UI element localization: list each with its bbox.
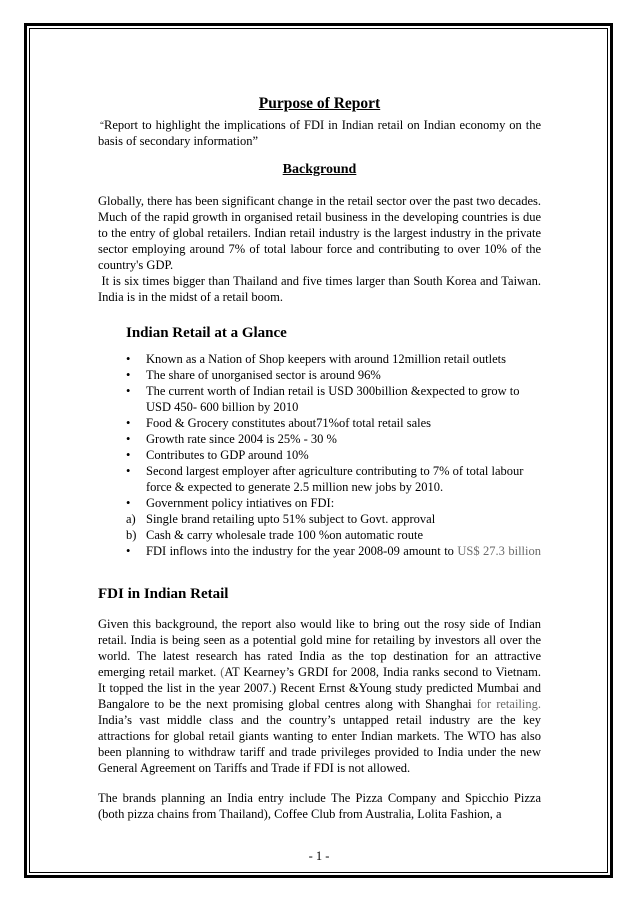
list-item-text: Growth rate since 2004 is 25% - 30 %	[146, 432, 337, 446]
purpose-text	[98, 117, 541, 149]
list-item-text-main: FDI inflows into the industry for the year 2008-09 amount to	[146, 544, 458, 558]
list-item-text: Single brand retailing upto 51% subject to Govt. approval	[146, 512, 436, 526]
fdi-para-1-b: AT Kearney’s GRDI for 2008, India ranks second to Vietnam. It topped the list in the year 2007.) Recent Ernst &Young study predicted Mumbai and Bangalore to be the next promising global centres along with Shanghai	[98, 665, 541, 711]
list-marker: •	[126, 464, 131, 478]
page-number: - 1 -	[308, 849, 330, 863]
list-item	[126, 527, 541, 543]
list-item	[126, 431, 541, 447]
list-item	[126, 447, 541, 463]
list-item	[126, 463, 541, 495]
list-item	[126, 511, 541, 527]
fdi-para-2: The brands planning an India entry include The Pizza Company and Spicchio Pizza (both pizza chains from Thailand), Coffee Club from Australia, Lolita Fashion, a	[98, 791, 541, 821]
list-marker: •	[126, 496, 131, 510]
list-marker: •	[126, 352, 131, 366]
glance-heading: Indian Retail at a Glance	[126, 325, 287, 341]
fdi-heading: FDI in Indian Retail	[98, 586, 229, 602]
list-item-text	[146, 543, 541, 559]
page-title: Purpose of Report	[258, 95, 381, 112]
purpose-body: Report to highlight the implications of FDI in Indian retail on Indian economy on the basis of secondary information”	[98, 118, 541, 148]
list-marker: •	[126, 544, 131, 558]
list-marker: •	[126, 416, 131, 430]
glance-list	[126, 351, 541, 559]
list-item-text: Second largest employer after agriculture contributing to 7% of total labour force & expected to generate 2.5 million new jobs by 2010.	[146, 464, 524, 494]
background-heading: Background	[282, 162, 357, 177]
fdi-para-1-gray: for retailing.	[476, 697, 542, 711]
list-item	[126, 543, 541, 559]
list-item-text: Known as a Nation of Shop keepers with around 12million retail outlets	[146, 352, 507, 366]
purpose-quote-open: “	[100, 120, 104, 130]
list-marker: •	[126, 384, 131, 398]
list-item-text: The share of unorganised sector is around 96%	[146, 368, 381, 382]
list-item	[126, 383, 541, 415]
list-item	[126, 351, 541, 367]
list-marker: •	[126, 432, 131, 446]
list-marker: •	[126, 448, 131, 462]
list-item-text: Government policy intiatives on FDI:	[146, 496, 335, 510]
list-item-text: Contributes to GDP around 10%	[146, 448, 309, 462]
fdi-para-1-c: India’s vast middle class and the country’s untapped retail industry are the key attractions for global retail giants wanting to enter Indian markets. The WTO has also been planning to withdraw tariff and trade privileges provided to India under the new General Agreement on Tariffs and Trade if FDI is not allowed.	[98, 713, 541, 775]
list-item	[126, 367, 541, 383]
list-item-text: Food & Grocery constitutes about71%of total retail sales	[146, 416, 432, 430]
list-item-text: Cash & carry wholesale trade 100 %on automatic route	[146, 528, 423, 542]
list-item-text: The current worth of Indian retail is USD 300billion &expected to grow to USD 450- 600 billion by 2010	[146, 384, 520, 414]
list-item-text-gray: US$ 27.3 billion	[457, 544, 541, 558]
document-body	[98, 95, 545, 822]
fdi-para-1	[98, 616, 541, 776]
list-item	[126, 415, 541, 431]
fdi-para-1-paren: (	[220, 665, 225, 679]
list-marker: b)	[126, 528, 137, 542]
background-para-1: Globally, there has been significant change in the retail sector over the past two decades. Much of the rapid growth in organised retail business in the developing countries is due to the entry of global retailers. Indian retail industry is the largest industry in the private sector employing around 7% of total labour force and contributing to over 10% of the country's GDP.	[98, 194, 541, 272]
fdi-para-1-a: Given this background, the report also would like to bring out the rosy side of Indian retail. India is being seen as a potential gold mine for retailing by investors all over the world. The latest research has rated India as the top destination for an attractive emerging retail market.	[98, 617, 541, 679]
list-item	[126, 495, 541, 511]
background-para-2: It is six times bigger than Thailand and five times larger than South Korea and Taiwan. India is in the midst of a retail boom.	[98, 274, 545, 304]
list-marker: a)	[126, 512, 136, 526]
list-marker: •	[126, 368, 131, 382]
